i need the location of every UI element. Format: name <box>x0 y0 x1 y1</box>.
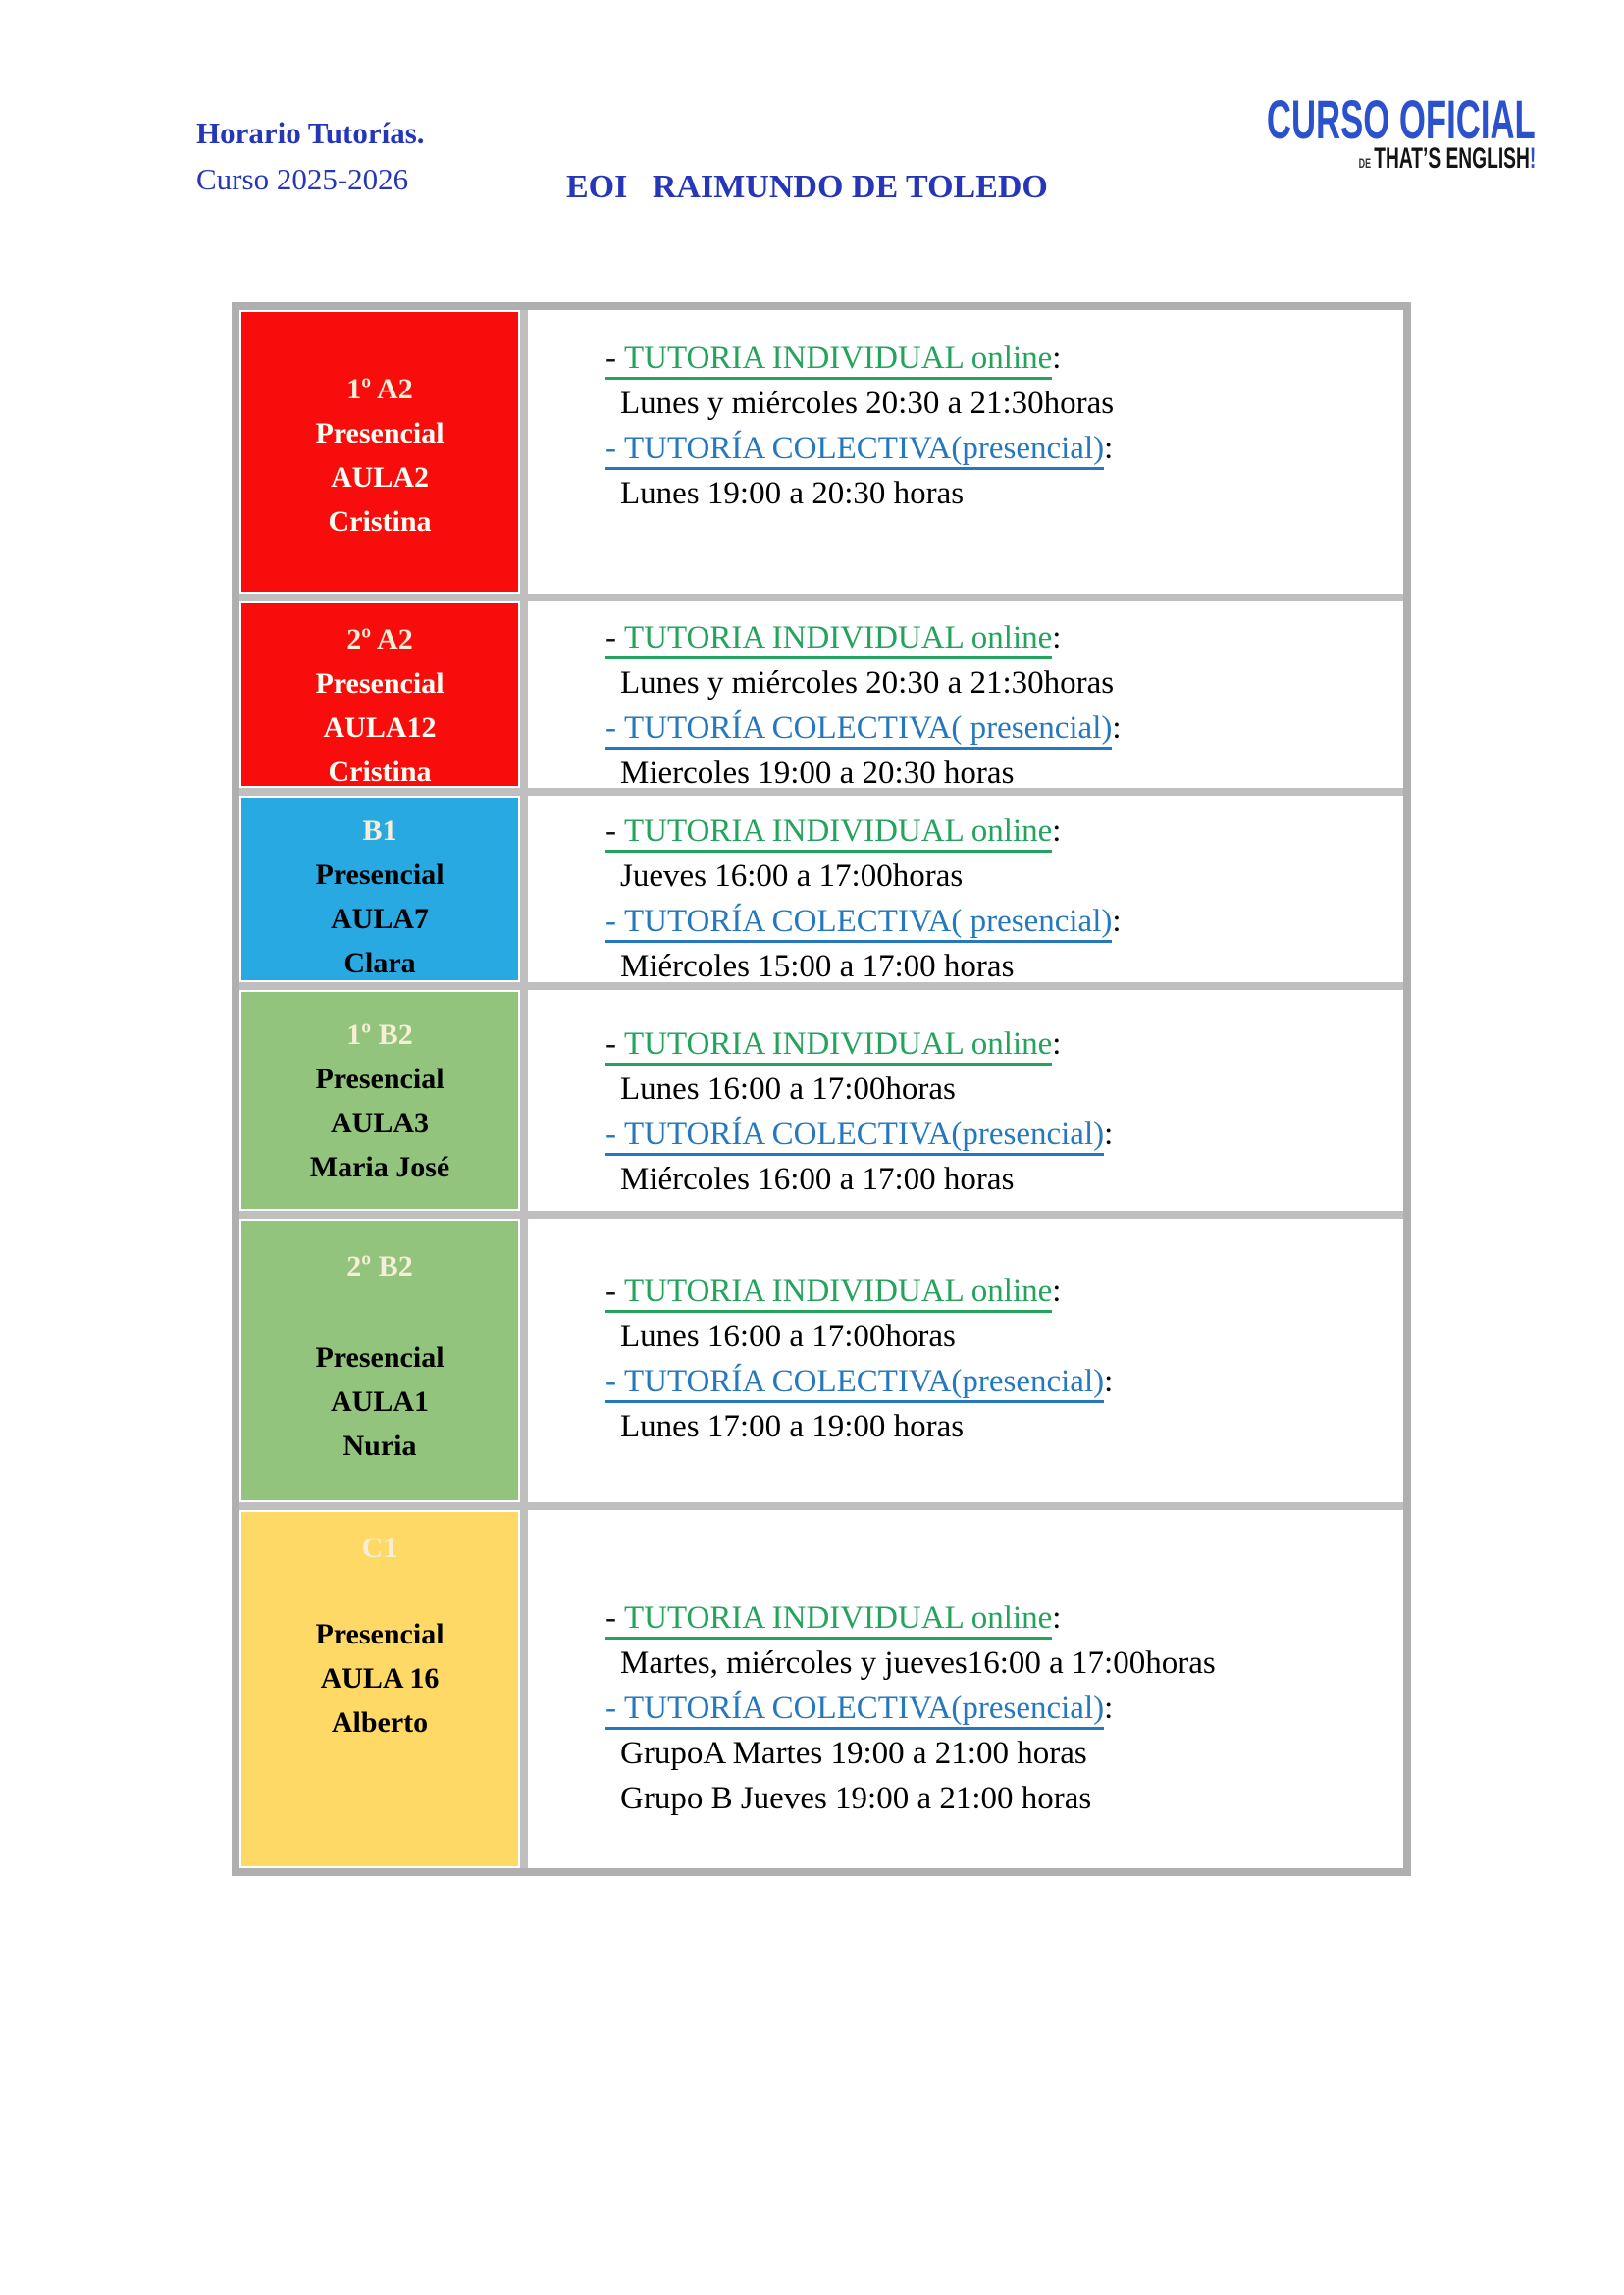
tutoria-colectiva-heading <box>605 899 1401 944</box>
colon: : <box>1052 1274 1062 1309</box>
tutoria-colectiva-link[interactable] <box>605 1691 1104 1730</box>
thats-english-logo <box>1102 88 1536 177</box>
colon: : <box>1052 340 1062 376</box>
detail-line: Cristina <box>328 505 432 538</box>
detail-line: Presencial <box>315 667 445 700</box>
colon: : <box>1052 813 1062 849</box>
link-text: TUTORIA INDIVIDUAL online <box>624 1026 1053 1062</box>
colon: : <box>1104 1117 1114 1152</box>
level-cell <box>239 796 520 982</box>
detail-line: AULA12 <box>323 711 437 744</box>
logo-de-text: DE <box>1358 155 1371 171</box>
tutoria-individual-heading <box>605 808 1401 854</box>
tutoria-individual-link[interactable] <box>605 813 1052 853</box>
dash: - <box>605 1364 616 1399</box>
level-label: 1º A2 <box>346 373 413 405</box>
level-cell <box>239 310 520 594</box>
level-spacer <box>241 1570 518 1612</box>
tutoria-colectiva-heading <box>605 705 1401 751</box>
link-text: TUTORÍA COLECTIVA( presencial) <box>624 710 1113 746</box>
schedule-line: Lunes 16:00 a 17:00horas <box>620 1071 956 1107</box>
colon: : <box>1104 1691 1114 1726</box>
colon: : <box>1052 620 1062 655</box>
schedule-line: Jueves 16:00 a 17:00horas <box>620 859 964 894</box>
tutoria-individual-link[interactable] <box>605 1274 1052 1313</box>
tutoria-colectiva-link[interactable] <box>605 431 1104 470</box>
level-cell <box>239 601 520 788</box>
dash: - <box>605 1274 616 1309</box>
schedule-cell <box>528 796 1403 982</box>
level-label: 2º B2 <box>346 1250 413 1282</box>
schedule-line: Lunes 16:00 a 17:00horas <box>620 1319 956 1354</box>
schedule-line: Miércoles 15:00 a 17:00 horas <box>620 949 1015 984</box>
level-cell <box>239 1219 520 1502</box>
tutoring-schedule-table <box>232 302 1411 1876</box>
tutoria-individual-link[interactable] <box>605 620 1052 659</box>
logo-curso-oficial-text: CURSO OFICIAL <box>1267 88 1536 150</box>
detail-line: Cristina <box>328 756 432 788</box>
tutoria-individual-link[interactable] <box>605 1600 1052 1640</box>
schedule-cell <box>528 990 1403 1211</box>
level-cell <box>239 1510 520 1868</box>
link-text: TUTORÍA COLECTIVA(presencial) <box>624 1364 1105 1399</box>
document-title-block <box>196 110 425 202</box>
detail-line: Maria José <box>309 1151 450 1183</box>
logo-brand-text: THAT’S ENGLISH <box>1374 142 1530 175</box>
detail-line: Clara <box>343 947 416 979</box>
level-label: 2º A2 <box>346 623 413 655</box>
link-text: TUTORIA INDIVIDUAL online <box>624 620 1053 655</box>
colon: : <box>1104 431 1114 466</box>
schedule-line: Lunes y miércoles 20:30 a 21:30horas <box>620 665 1115 701</box>
detail-line: Presencial <box>315 417 445 449</box>
tutoria-colectiva-link[interactable] <box>605 1117 1104 1156</box>
dash: - <box>605 813 616 849</box>
detail-line: Presencial <box>315 859 445 891</box>
level-cell <box>239 990 520 1211</box>
detail-line: Presencial <box>315 1063 445 1095</box>
detail-line: Presencial <box>315 1618 445 1650</box>
schedule-line: Lunes 19:00 a 20:30 horas <box>620 476 965 511</box>
detail-line: Nuria <box>342 1430 417 1462</box>
schedule-cell <box>528 1510 1403 1868</box>
dash: - <box>605 1691 616 1726</box>
tutoria-individual-heading <box>605 615 1401 660</box>
dash: - <box>605 1026 616 1062</box>
link-text: TUTORÍA COLECTIVA( presencial) <box>624 904 1113 939</box>
schedule-line: Martes, miércoles y jueves16:00 a 17:00horas <box>620 1645 1216 1681</box>
schedule-cell <box>528 310 1403 594</box>
dash: - <box>605 620 616 655</box>
detail-line: AULA1 <box>330 1385 429 1418</box>
tutoria-individual-heading <box>605 1269 1401 1314</box>
schedule-cell <box>528 1219 1403 1502</box>
detail-line: AULA2 <box>330 461 429 494</box>
dash: - <box>605 1117 616 1152</box>
colon: : <box>1052 1026 1062 1062</box>
tutoria-individual-heading <box>605 1021 1401 1067</box>
tutoria-individual-heading <box>605 336 1401 381</box>
schedule-cell <box>528 601 1403 791</box>
link-text: TUTORÍA COLECTIVA(presencial) <box>624 431 1105 466</box>
tutoria-individual-link[interactable] <box>605 340 1052 380</box>
schedule-line: Miércoles 16:00 a 17:00 horas <box>620 1162 1015 1197</box>
schedule-line: Miercoles 19:00 a 20:30 horas <box>620 756 1015 791</box>
page-title: Horario Tutorías. <box>196 116 425 150</box>
dash: - <box>605 431 616 466</box>
logo-brand-line <box>1358 142 1536 177</box>
dash: - <box>605 340 616 376</box>
schedule-line: Grupo B Jueves 19:00 a 21:00 horas <box>620 1781 1092 1816</box>
colon: : <box>1052 1600 1062 1636</box>
link-text: TUTORIA INDIVIDUAL online <box>624 340 1053 376</box>
level-label: 1º B2 <box>346 1018 413 1051</box>
dash: - <box>605 1600 616 1636</box>
tutoria-colectiva-link[interactable] <box>605 904 1112 943</box>
tutoria-colectiva-heading <box>605 1686 1401 1731</box>
detail-line: AULA7 <box>330 903 429 935</box>
dash: - <box>605 710 616 746</box>
level-spacer <box>241 1288 518 1335</box>
dash: - <box>605 904 616 939</box>
schedule-line: GrupoA Martes 19:00 a 21:00 horas <box>620 1736 1087 1771</box>
colon: : <box>1112 904 1122 939</box>
colon: : <box>1112 710 1122 746</box>
school-name: EOI RAIMUNDO DE TOLEDO <box>566 169 1048 205</box>
tutoria-colectiva-heading <box>605 1112 1401 1157</box>
tutoria-colectiva-link[interactable] <box>605 1364 1104 1403</box>
course-year: Curso 2025-2026 <box>196 162 409 196</box>
link-text: TUTORIA INDIVIDUAL online <box>624 1274 1053 1309</box>
tutoria-colectiva-heading <box>605 426 1401 471</box>
tutoria-colectiva-heading <box>605 1359 1401 1404</box>
link-text: TUTORÍA COLECTIVA(presencial) <box>624 1117 1105 1152</box>
link-text: TUTORIA INDIVIDUAL online <box>624 1600 1053 1636</box>
link-text: TUTORÍA COLECTIVA(presencial) <box>624 1691 1105 1726</box>
detail-line: AULA 16 <box>320 1662 440 1695</box>
schedule-line: Lunes y miércoles 20:30 a 21:30horas <box>620 386 1115 421</box>
link-text: TUTORIA INDIVIDUAL online <box>624 813 1053 849</box>
tutoria-individual-heading <box>605 1595 1401 1641</box>
level-label: B1 <box>362 814 397 847</box>
detail-line: AULA3 <box>330 1107 429 1139</box>
detail-line: Presencial <box>315 1341 445 1374</box>
colon: : <box>1104 1364 1114 1399</box>
logo-exclamation: ! <box>1529 142 1536 175</box>
tutoria-colectiva-link[interactable] <box>605 710 1112 750</box>
tutoria-individual-link[interactable] <box>605 1026 1052 1066</box>
detail-line: Alberto <box>331 1706 429 1739</box>
schedule-line: Lunes 17:00 a 19:00 horas <box>620 1409 965 1444</box>
level-label: C1 <box>361 1532 398 1564</box>
